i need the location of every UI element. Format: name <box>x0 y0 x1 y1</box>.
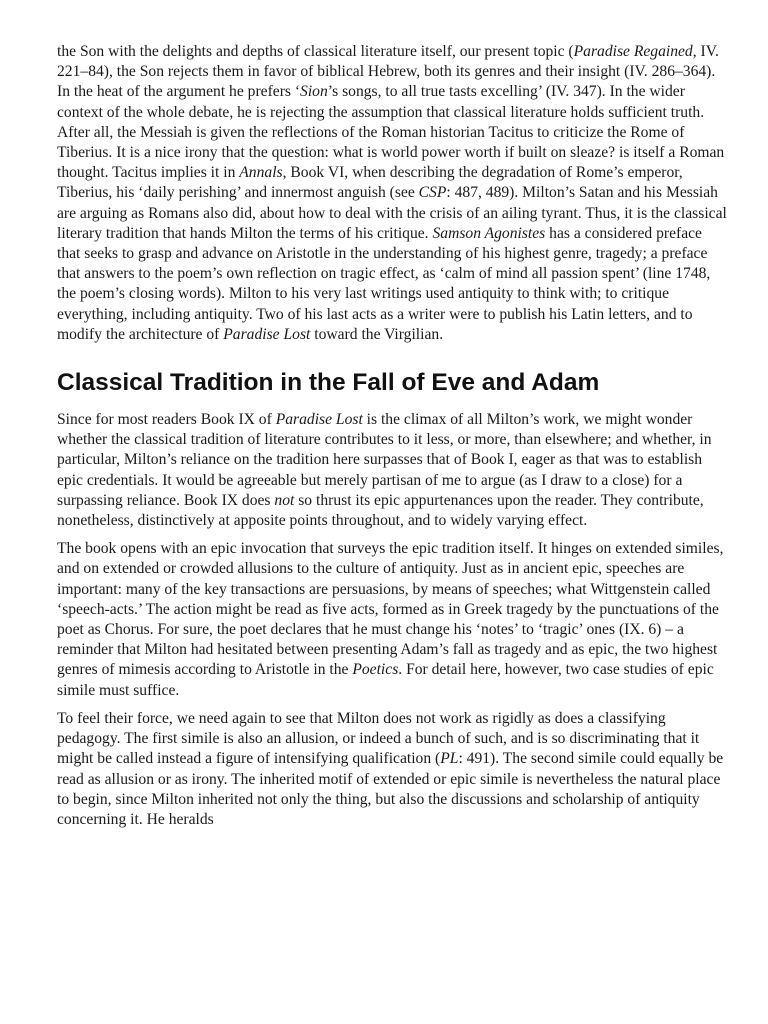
body-paragraph-4: To feel their force, we need again to see that Milton does not work as rigidly as does a classifying pedagogy. The first simile is also an allusion, or indeed a bunch of such, and is so discriminating that it might be called instead a figure of intensifying qualification (PL: 491). The second simile could equally be read as allusion or as irony. The inherited motif of extended or epic simile is nevertheless the natural place to begin, since Milton inherited not only the thing, but also the discussions and scholarship of antiquity concerning it. He heralds <box>57 709 724 828</box>
body-paragraph-1: the Son with the delights and depths of classical literature itself, our present topic (Paradise Regained, IV. 221–84), the Son rejects them in favor of biblical Hebrew, both its genres and their insight (IV. 286–364). In the heat of the argument he prefers ‘Sion’s songs, to all true tasts excelling’ (IV. 347). In the wider context of the whole debate, he is rejecting the assumption that classical literature holds sufficient truth. After all, the Messiah is given the reflections of the Roman historian Tacitus to criticize the Rome of Tiberius. It is a nice irony that the question: what is world power worth if built on sleaze? is itself a Roman thought. Tacitus implies it in Annals, Book VI, when describing the degradation of Rome’s emperor, Tiberius, his ‘daily perishing’ and innermost anguish (see CSP: 487, 489). Milton’s Satan and his Messiah are arguing as Romans also did, about how to deal with the crisis of an ailing tyrant. Thus, it is the classical literary tradition that hands Milton the terms of his critique. Samson Agonistes has a considered preface that seeks to grasp and advance on Aristotle in the understanding of his highest genre, tragedy; a preface that answers to the poem’s own reflection on tragic effect, as ‘calm of mind all passion spent’ (line 1748, the poem’s closing words). Milton to his very last writings used antiquity to think with; to critique everything, including antiquity. Two of his last acts as a writer were to publish his Latin letters, and to modify the architecture of Paradise Lost toward the Virgilian. <box>57 43 727 343</box>
section-heading: Classical Tradition in the Fall of Eve and Adam <box>57 369 600 397</box>
body-paragraph-3: The book opens with an epic invocation that surveys the epic tradition itself. It hinges on extended similes, and on extended or crowded allusions to the culture of antiquity. Just as in ancient epic, speeches are important: many of the key transactions are persuasions, by means of speeches; what Wittgenstein called ‘speech-acts.’ The action might be read as five acts, formed as in Greek tragedy by the punctuations of the poet as Chorus. For sure, the poet declares that he must change his ‘notes’ to ‘tragic’ ones (IX. 6) – a reminder that Milton had hesitated between presenting Adam’s fall as tragedy and as epic, the two highest genres of mimesis according to Aristotle in the Poetics. For detail here, however, two case studies of epic simile must suffice. <box>57 540 724 699</box>
document-page <box>57 42 729 838</box>
body-paragraph-2: Since for most readers Book IX of Paradise Lost is the climax of all Milton’s work, we might wonder whether the classical tradition of literature contributes to it less, or more, than elsewhere; and whether, in particular, Milton’s reliance on the tradition here surpasses that of Book I, eager as that was to establish epic credentials. It would be agreeable but merely partisan of me to argue (as I draw to a close) for a surpassing reliance. Book IX does not so thrust its epic appurtenances upon the reader. They contribute, nonetheless, distinctively at apposite points throughout, and to widely varying effect. <box>57 411 712 530</box>
